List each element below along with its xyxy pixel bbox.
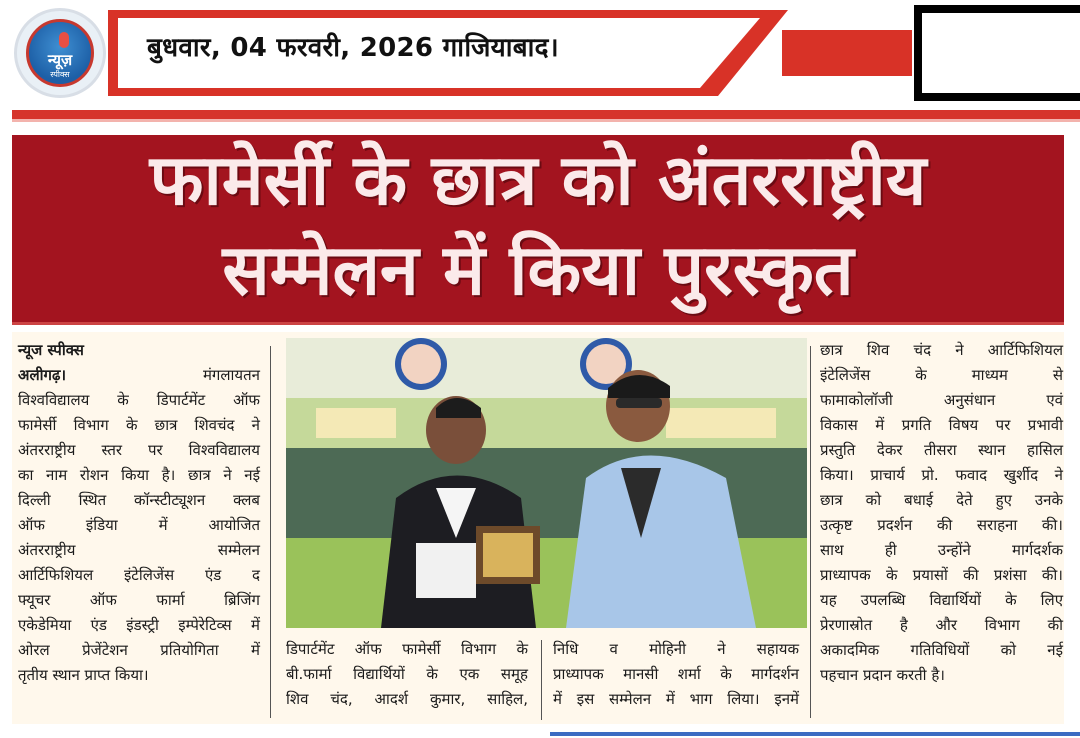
article-line: साथ ही उन्होंने मार्गदर्शक xyxy=(820,541,1063,559)
article-line: फामेर्सी विभाग के छात्र शिवचंद ने xyxy=(18,416,260,434)
article-line: उत्कृष्ट प्रदर्शन की सराहना की। xyxy=(820,516,1063,534)
article-line: फ्यूचर ऑफ फार्मा ब्रिजिंग xyxy=(18,591,260,609)
article-line: अंतरराष्ट्रीय स्तर पर विश्वविद्यालय xyxy=(18,441,260,459)
article-line: किया। प्राचार्य प्रो. फवाद खुर्शीद ने xyxy=(820,466,1063,484)
article-line: शिव चंद, आदर्श कुमार, साहिल, xyxy=(286,690,528,708)
article-opening-line xyxy=(18,363,260,388)
column-divider xyxy=(541,640,542,720)
article-place: अलीगढ़। xyxy=(18,366,67,384)
article-source: न्यूज स्पीक्स xyxy=(18,341,84,359)
newspaper-logo xyxy=(14,8,106,98)
article-line: पहचान प्रदान करती है। xyxy=(820,666,945,684)
column-divider xyxy=(810,346,811,718)
article-line: का नाम रोशन किया है। छात्र ने नई xyxy=(18,466,260,484)
article-column-bottom-1 xyxy=(286,637,528,712)
article-line: यह उपलब्धि विद्यार्थियों के लिए xyxy=(820,591,1063,609)
article-line: बी.फार्मा विद्यार्थियों के एक समूह xyxy=(286,665,528,683)
article-line: तृतीय स्थान प्राप्त किया। xyxy=(18,666,149,684)
article-line: फामाकोलॉजी अनुसंधान एवं xyxy=(820,391,1063,409)
page-bottom-rule xyxy=(550,732,1080,736)
article-line: निधि व मोहिनी ने सहायक xyxy=(553,640,799,658)
headline-line-2: सम्मेलन में किया पुरस्कृत xyxy=(222,229,854,311)
article-line: छात्र शिव चंद ने आर्टिफिशियल xyxy=(820,341,1063,359)
article-line: एकेडेमिया एंड इंडस्ट्री इम्पेरेटिव्स में xyxy=(18,616,260,634)
article-line: विकास में प्रगति विषय पर प्रभावी xyxy=(820,416,1063,434)
article-line: प्रस्तुति देकर तीसरा स्थान हासिल xyxy=(820,441,1063,459)
microphone-icon xyxy=(59,32,69,48)
article-line: विश्वविद्यालय के डिपार्टमेंट ऑफ xyxy=(18,391,260,409)
article-lead-word: मंगलायतन xyxy=(202,366,260,384)
masthead-red-block xyxy=(782,30,912,76)
article-line: अंतरराष्ट्रीय सम्मेलन xyxy=(18,541,260,559)
article-column-right xyxy=(820,338,1063,688)
article-line: में इस सम्मेलन में भाग लिया। इनमें xyxy=(553,690,799,708)
logo-emblem xyxy=(26,19,94,87)
dateline: बुधवार, 04 फरवरी, 2026 गाजियाबाद। xyxy=(147,33,559,63)
article-line: प्राध्यापक मानसी शर्मा के मार्गदर्शन xyxy=(553,665,799,683)
article-column-bottom-2 xyxy=(553,637,799,712)
article-line: प्रेरणास्रोत है और विभाग की xyxy=(820,616,1063,634)
article-line: इंटेलिजेंस के माध्यम से xyxy=(820,366,1063,384)
masthead-black-frame xyxy=(914,5,1080,101)
article-line: ओरल प्रेजेंटेशन प्रतियोगिता में xyxy=(18,641,260,659)
column-divider xyxy=(270,346,271,718)
article-column-left xyxy=(18,338,260,688)
headline-line-1: फामेर्सी के छात्र को अंतरराष्ट्रीय xyxy=(149,139,927,221)
article-line: डिपार्टमेंट ऑफ फामेर्सी विभाग के xyxy=(286,640,528,658)
logo-title: न्यूज़ xyxy=(47,51,73,69)
logo-subtitle: स्पीक्स xyxy=(50,70,70,79)
article-line: अकादमिक गतिविधियों को नई xyxy=(820,641,1063,659)
article-line: दिल्ली स्थित कॉन्स्टीट्यूशन क्लब xyxy=(18,491,260,509)
headline-banner xyxy=(12,135,1064,325)
article-line: ऑफ इंडिया में आयोजित xyxy=(18,516,260,534)
article-line: छात्र को बधाई देते हुए उनके xyxy=(820,491,1063,509)
award-ceremony-photo xyxy=(286,338,807,628)
article-line: प्राध्यापक के प्रयासों की प्रशंसा की। xyxy=(820,566,1063,584)
masthead-rule xyxy=(12,110,1080,119)
article-line: आर्टिफिशियल इंटेलिजेंस एंड द xyxy=(18,566,260,584)
masthead-rule-shadow xyxy=(12,119,1080,122)
